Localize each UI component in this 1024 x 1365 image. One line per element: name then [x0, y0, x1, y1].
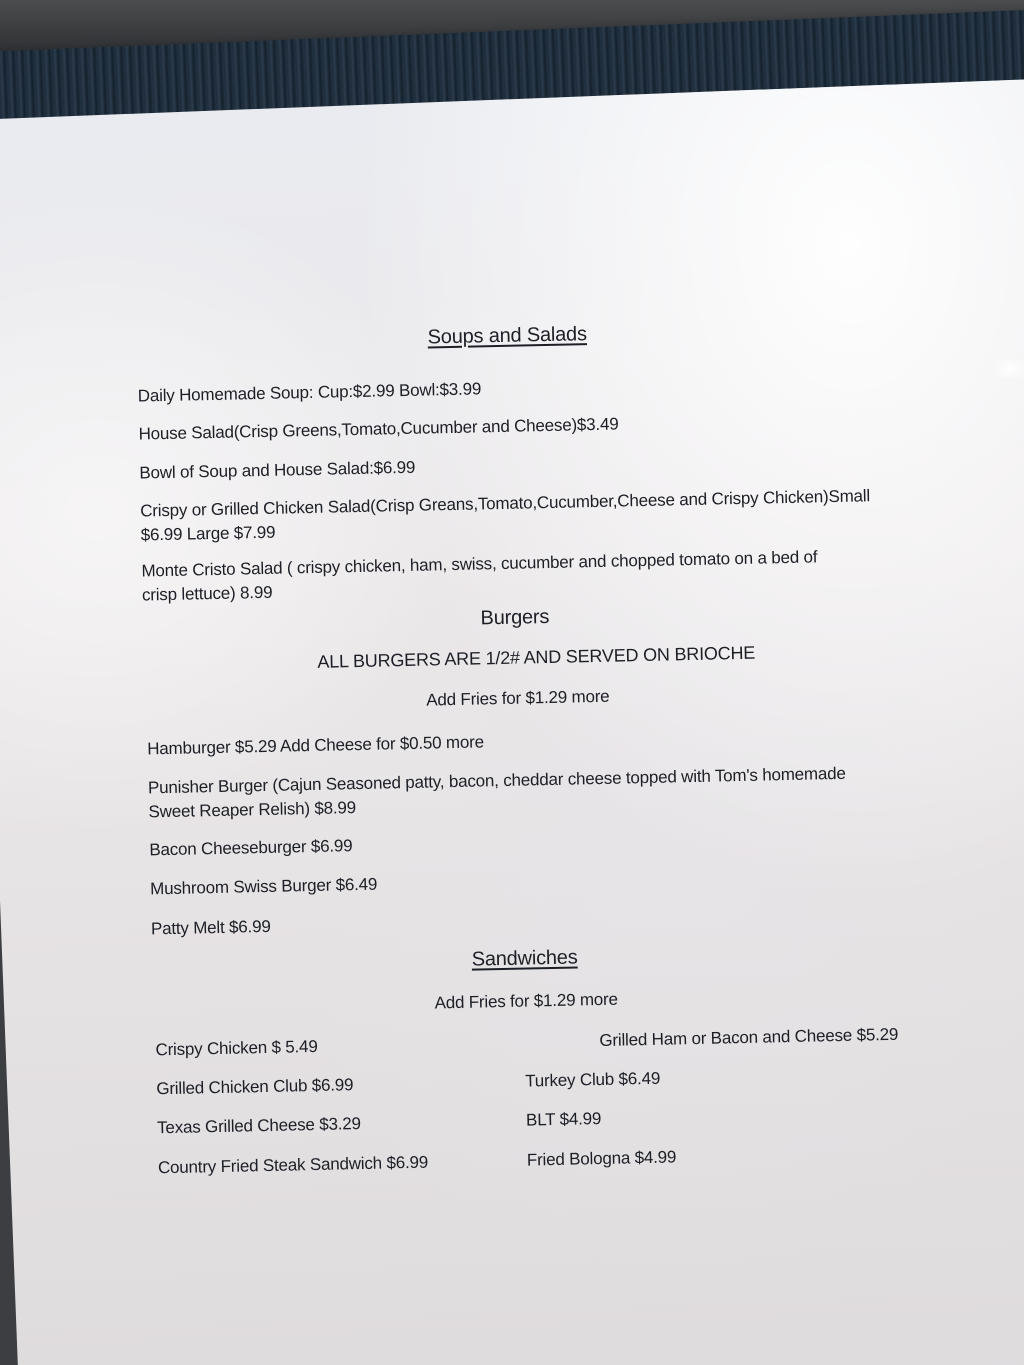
burgers-heading: Burgers	[480, 605, 550, 630]
menu-item: Mushroom Swiss Burger $6.49	[149, 874, 378, 899]
menu-item: Bacon Cheeseburger $6.99	[149, 836, 353, 860]
sandwiches-heading: Sandwiches	[471, 946, 578, 971]
light-glare	[996, 360, 1024, 378]
menu-item: Fried Bologna $4.99	[526, 1147, 677, 1170]
menu-item: Patty Melt $6.99	[150, 916, 271, 939]
menu-item: BLT $4.99	[525, 1109, 602, 1130]
menu-item: Bowl of Soup and House Salad:$6.99	[139, 457, 416, 483]
burgers-subheading: ALL BURGERS ARE 1/2# AND SERVED ON BRIOCHE	[317, 642, 756, 672]
burgers-fries-note: Add Fries for $1.29 more	[426, 686, 610, 710]
menu-content	[0, 97, 1024, 1365]
menu-item: Punisher Burger (Cajun Seasoned patty, bacon, cheddar cheese topped with Tom's homemade Sweet Reaper Relish) $8.99	[147, 763, 846, 822]
soups-salads-heading: Soups and Salads	[427, 323, 588, 349]
sandwiches-fries-note: Add Fries for $1.29 more	[434, 989, 618, 1013]
menu-item: Grilled Chicken Club $6.99	[156, 1075, 354, 1099]
menu-item: Country Fried Steak Sandwich $6.99	[157, 1152, 429, 1178]
menu-item: Hamburger $5.29 Add Cheese for $0.50 more	[147, 732, 485, 759]
menu-item: Monte Cristo Salad ( crispy chicken, ham, swiss, cucumber and chopped tomato on a bed of crisp lettuce) 8.99	[141, 547, 818, 605]
menu-item: Crispy Chicken $ 5.49	[155, 1036, 318, 1060]
menu-item: Crispy or Grilled Chicken Salad(Crisp Greans,Tomato,Cucumber,Cheese and Crispy Chicken)Small $6.99 Large $7.99	[140, 486, 871, 545]
menu-item: House Salad(Crisp Greens,Tomato,Cucumber and Cheese)$3.49	[138, 414, 619, 444]
menu-item: Turkey Club $6.49	[525, 1068, 661, 1091]
menu-page	[0, 77, 1024, 1365]
menu-item: Texas Grilled Cheese $3.29	[156, 1114, 361, 1138]
menu-item: Daily Homemade Soup: Cup:$2.99 Bowl:$3.99	[137, 379, 482, 406]
menu-item: Grilled Ham or Bacon and Cheese $5.29	[599, 1024, 899, 1051]
